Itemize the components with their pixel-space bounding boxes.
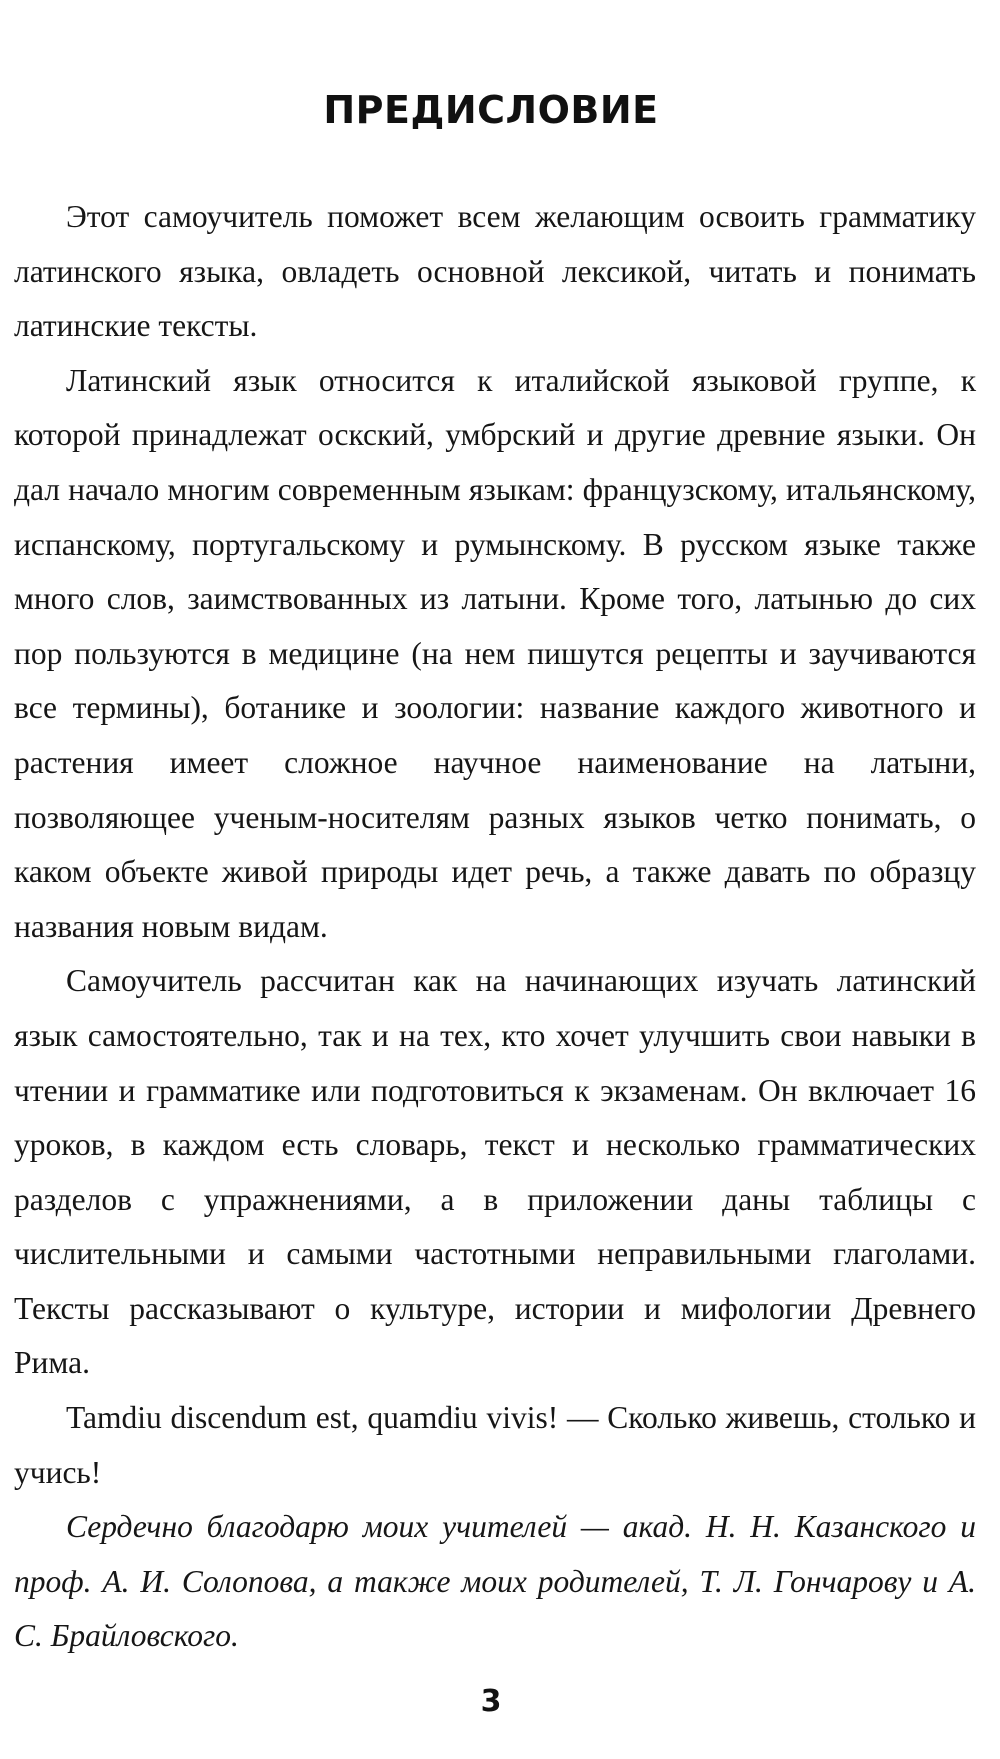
page-title: ПРЕДИСЛОВИЕ xyxy=(323,88,659,132)
paragraph-book-description: Самоучитель рассчитан как на начинающих изучать латинский язык самостоятельно, так и на тех, кто хочет улучшить свои навыки в чтении и грамматике или подготовиться к экзаменам. Он включает 16 уроков, в каждом есть словарь, текст и несколько грамматических разделов с упражнениями, а в приложении даны таблицы с числительными и самыми частотными неправильными глаголами. Тексты рассказывают о культуре, истории и мифологии Древнего Рима. xyxy=(14,963,976,1381)
page-number: 3 xyxy=(480,1684,502,1719)
paragraph-latin-language: Латинский язык относится к италийской языковой группе, к которой принадлежат оскский, умбрский и другие древние языки. Он дал начало многим современным языкам: французскому, итальянскому, испанскому, португальскому и румынскому. В русском языке также много слов, заимствованных из латыни. Кроме того, латынью до сих пор пользуются в медицине (на нем пишутся рецепты и заучиваются все термины), ботанике и зоологии: название каждого животного и растения имеет сложное научное наименование на латыни, позволяющее ученым-носителям разных языков четко понимать, о каком объекте живой природы идет речь, а также давать по образцу названия новым видам. xyxy=(14,362,976,944)
paragraph-acknowledgement: Сердечно благодарю моих учителей — акад. Н. Н. Казанского и проф. А. И. Солопова, а также моих родителей, Т. Л. Гончарову и А. С. Брайловского. xyxy=(14,1509,976,1654)
preface-body xyxy=(14,190,976,1664)
paragraph-intro: Этот самоучитель поможет всем желающим освоить грамматику латинского языка, овладеть основной лексикой, читать и понимать латинские тексты. xyxy=(14,199,976,344)
paragraph-motto: Tamdiu discendum est, quamdiu vivis! — Сколько живешь, столько и учись! xyxy=(14,1400,976,1490)
